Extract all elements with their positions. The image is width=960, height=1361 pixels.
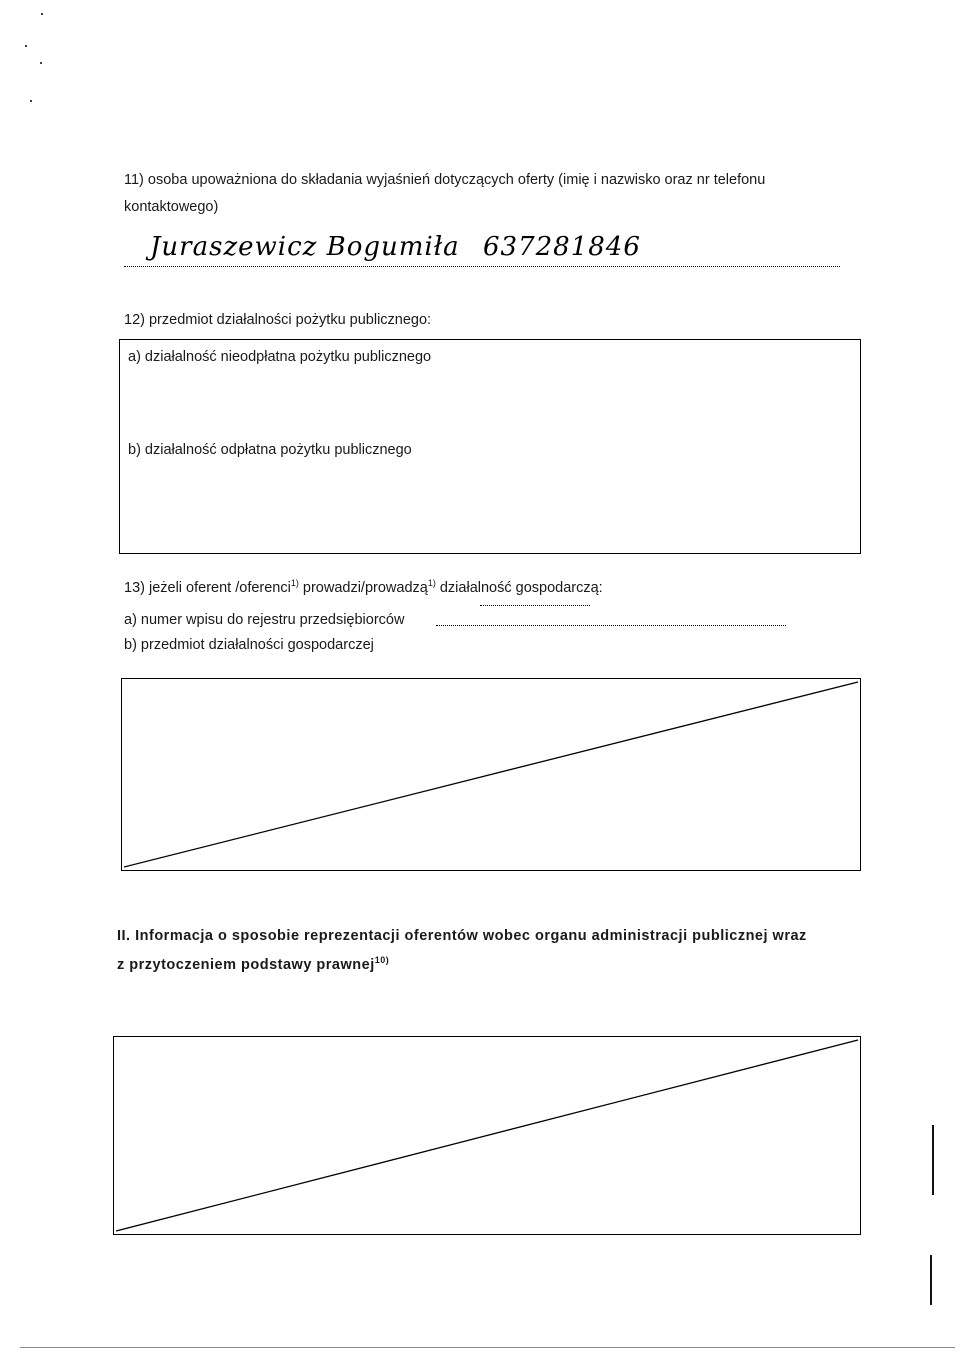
scan-edge-mark [932,1125,934,1195]
section-13-label-part2: prowadzi/prowadzą [298,579,428,596]
page-bottom-rule [20,1347,955,1348]
section-13-crossed-box [121,678,861,871]
footnote-ref: 10) [374,955,390,965]
scan-speck [41,13,43,15]
section-II-heading-text: z przytoczeniem podstawy prawnej [117,956,375,973]
underline-mark [480,605,590,606]
strike-through-diagonal [122,679,860,870]
scan-edge-mark [930,1255,932,1305]
section-13-label [124,578,603,597]
section-12-item-a: a) działalność nieodpłatna pożytku publicznego [128,349,432,365]
scan-speck [25,45,27,47]
registry-number-dotted-line [436,625,786,626]
section-13-item-b: b) przedmiot działalności gospodarczej [124,637,374,653]
section-11-label-line1: 11) osoba upoważniona do składania wyjaśnień dotyczących oferty (imię i nazwisko oraz nr telefonu [124,172,766,188]
section-12-item-b: b) działalność odpłatna pożytku publicznego [128,442,412,458]
footnote-ref: 1) [290,578,299,588]
footnote-ref: 1) [427,578,436,588]
handwritten-contact-phone: 637281846 [483,232,641,262]
section-12-label: 12) przedmiot działalności pożytku publicznego: [124,312,432,328]
handwritten-contact-name: Juraszewicz Bogumiła [150,232,460,262]
section-13-item-a: a) numer wpisu do rejestru przedsiębiorców [124,612,405,628]
scan-speck [40,62,42,64]
section-12-box [119,339,861,554]
section-13-label-part1: 13) jeżeli oferent /oferenci [124,579,291,596]
scan-speck [30,100,32,102]
section-11-label-line2: kontaktowego) [124,199,219,215]
contact-dotted-line [124,266,840,267]
section-II-heading-line2 [117,955,389,974]
section-II-crossed-box [113,1036,861,1235]
strike-through-diagonal [114,1037,860,1234]
section-13-label-part3: działalność gospodarczą: [435,579,603,596]
section-II-heading-line1: II. Informacja o sposobie reprezentacji oferentów wobec organu administracji publicznej wraz [117,928,807,944]
